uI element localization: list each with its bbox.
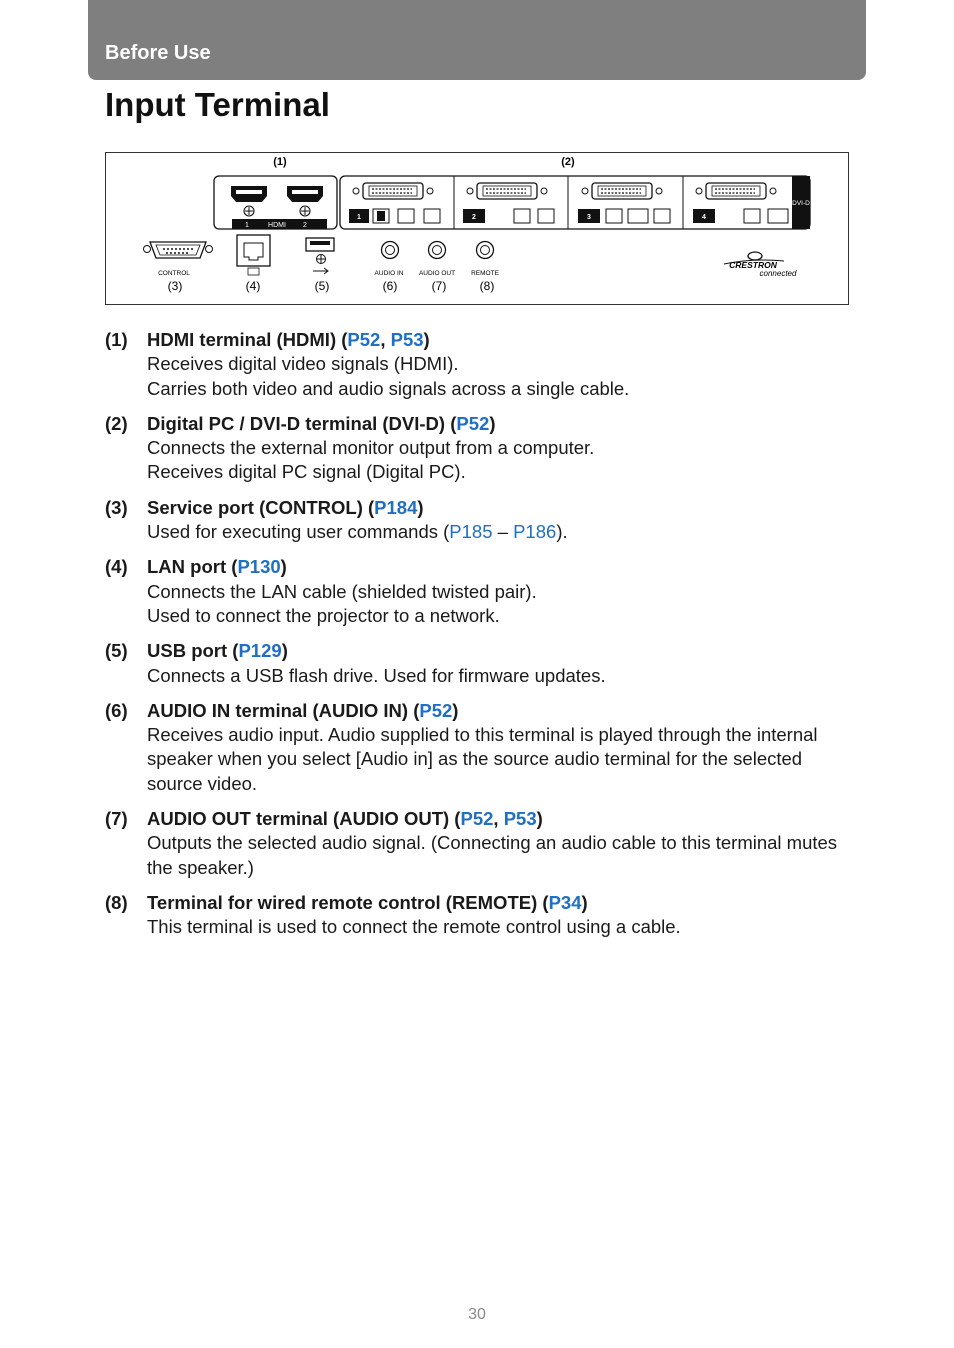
item-title bbox=[147, 496, 850, 520]
item-title bbox=[147, 699, 850, 723]
item-title-text: Service port (CONTROL) ( bbox=[147, 496, 375, 518]
page-reference-link[interactable]: P186 bbox=[513, 521, 557, 543]
port-label-control: CONTROL bbox=[158, 270, 190, 277]
callout-7: (7) bbox=[431, 279, 447, 293]
dvi-number-1: 1 bbox=[357, 214, 361, 221]
item-title bbox=[147, 891, 850, 915]
terminal-item bbox=[105, 328, 850, 401]
dvi-number-3: 3 bbox=[587, 214, 591, 221]
item-title bbox=[147, 555, 850, 579]
item-description: Receives audio input. Audio supplied to this terminal is played through the internal speaker when you select [Audio in] as the source audio terminal for the selected source video. bbox=[147, 724, 818, 794]
item-number: (8) bbox=[105, 891, 128, 913]
item-title-close: ) bbox=[280, 556, 287, 578]
callout-5: (5) bbox=[314, 279, 330, 293]
item-description: Carries both video and audio signals across a single cable. bbox=[147, 377, 630, 399]
terminal-item bbox=[105, 412, 850, 485]
callout-6: (6) bbox=[382, 279, 398, 293]
item-body bbox=[147, 328, 850, 401]
item-title bbox=[147, 807, 850, 831]
dvi-port-group bbox=[340, 176, 810, 229]
page-reference-link[interactable]: P52 bbox=[347, 329, 381, 350]
item-number: (7) bbox=[105, 808, 128, 830]
link-separator: , bbox=[380, 329, 391, 350]
terminal-item bbox=[105, 891, 850, 940]
callout-4: (4) bbox=[245, 279, 261, 293]
terminal-item bbox=[105, 639, 850, 688]
terminal-panel-illustration bbox=[106, 153, 848, 304]
hdmi-port-group bbox=[214, 176, 337, 229]
page-reference-link[interactable]: P53 bbox=[390, 329, 424, 350]
page-reference-link[interactable]: P52 bbox=[456, 412, 490, 434]
item-number: (3) bbox=[105, 496, 128, 518]
terminal-panel-figure bbox=[105, 152, 849, 305]
item-title bbox=[147, 639, 850, 663]
item-body bbox=[147, 699, 850, 796]
desc-text: Used for executing user commands ( bbox=[147, 521, 450, 543]
item-number: (6) bbox=[105, 699, 128, 721]
item-title-close: ) bbox=[452, 699, 459, 721]
item-title-close: ) bbox=[581, 891, 588, 913]
item-title-close: ) bbox=[423, 329, 430, 350]
item-body bbox=[147, 891, 850, 940]
page-reference-link[interactable]: P52 bbox=[419, 699, 453, 721]
item-body bbox=[147, 412, 850, 485]
dvi-number-4: 4 bbox=[702, 214, 706, 221]
item-title bbox=[147, 328, 850, 352]
audio-out-port-icon bbox=[429, 242, 446, 259]
item-description: Receives digital video signals (HDMI). bbox=[147, 353, 459, 375]
page-reference-link[interactable]: P130 bbox=[237, 556, 281, 578]
item-title-close: ) bbox=[536, 808, 543, 830]
page-reference-link[interactable]: P53 bbox=[503, 808, 537, 830]
terminal-item bbox=[105, 496, 850, 545]
item-description: Connects the external monitor output from a computer. bbox=[147, 437, 595, 459]
callout-3: (3) bbox=[167, 279, 183, 293]
callout-1: (1) bbox=[273, 156, 287, 168]
item-description: Connects a USB flash drive. Used for firmware updates. bbox=[147, 664, 606, 686]
page-number: 30 bbox=[468, 1306, 486, 1323]
page-title: Input Terminal bbox=[105, 86, 330, 123]
dvi-number-2: 2 bbox=[472, 214, 476, 221]
item-number: (4) bbox=[105, 556, 128, 578]
item-description: Outputs the selected audio signal. (Connecting an audio cable to this terminal mutes the speaker.) bbox=[147, 832, 838, 878]
item-title-text: Digital PC / DVI-D terminal (DVI-D) ( bbox=[147, 412, 457, 434]
port-label-audio-in: AUDIO IN bbox=[374, 270, 404, 277]
section-label: Before Use bbox=[105, 42, 211, 64]
item-body bbox=[147, 807, 850, 880]
control-port-icon bbox=[144, 242, 213, 258]
page-reference-link[interactable]: P52 bbox=[460, 808, 494, 830]
link-separator: , bbox=[493, 808, 504, 830]
item-body bbox=[147, 639, 850, 688]
item-number: (1) bbox=[105, 329, 128, 350]
port-label-audio-out: AUDIO OUT bbox=[418, 270, 456, 277]
item-number: (5) bbox=[105, 640, 128, 662]
terminal-item bbox=[105, 807, 850, 880]
usb-port-icon bbox=[306, 238, 334, 274]
audio-in-port-icon bbox=[382, 242, 399, 259]
item-description: Used to connect the projector to a network. bbox=[147, 604, 500, 626]
crestron-tagline: connected bbox=[759, 269, 797, 278]
item-title-text: Terminal for wired remote control (REMOTE) ( bbox=[147, 891, 549, 913]
page-reference-link[interactable]: P184 bbox=[374, 496, 418, 518]
page-reference-link[interactable]: P185 bbox=[449, 521, 493, 543]
hdmi-number-2: 2 bbox=[303, 222, 307, 229]
item-title-text: HDMI terminal (HDMI) ( bbox=[147, 329, 348, 350]
item-title-close: ) bbox=[281, 640, 288, 662]
item-body bbox=[147, 555, 850, 628]
port-label-remote: REMOTE bbox=[471, 270, 499, 277]
desc-range-dash: – bbox=[492, 521, 514, 543]
item-description bbox=[147, 520, 850, 544]
callout-2: (2) bbox=[561, 156, 575, 168]
section-header-bar bbox=[88, 0, 866, 80]
item-title-text: USB port ( bbox=[147, 640, 239, 662]
callout-8: (8) bbox=[479, 279, 495, 293]
item-description: Receives digital PC signal (Digital PC). bbox=[147, 461, 466, 483]
item-body bbox=[147, 496, 850, 545]
item-title-text: AUDIO IN terminal (AUDIO IN) ( bbox=[147, 699, 420, 721]
crestron-logo bbox=[724, 252, 797, 278]
item-title-close: ) bbox=[489, 412, 496, 434]
hdmi-number-1: 1 bbox=[245, 222, 249, 229]
item-number: (2) bbox=[105, 412, 128, 434]
item-title-text: AUDIO OUT terminal (AUDIO OUT) ( bbox=[147, 808, 461, 830]
terminal-item bbox=[105, 555, 850, 628]
page-reference-link[interactable]: P129 bbox=[238, 640, 282, 662]
hdmi-label: HDMI bbox=[268, 222, 286, 229]
item-description: Connects the LAN cable (shielded twisted pair). bbox=[147, 580, 537, 602]
terminal-description-list bbox=[105, 328, 850, 951]
remote-port-icon bbox=[477, 242, 494, 259]
terminal-item bbox=[105, 699, 850, 796]
item-title-close: ) bbox=[417, 496, 424, 518]
crestron-brand: CRESTRON bbox=[729, 260, 777, 270]
item-title bbox=[147, 412, 850, 436]
page-reference-link[interactable]: P34 bbox=[548, 891, 582, 913]
lan-port-icon bbox=[237, 235, 270, 275]
desc-text-end: ). bbox=[556, 521, 568, 543]
item-title-text: LAN port ( bbox=[147, 556, 238, 578]
dvi-label: DVI-D bbox=[792, 200, 810, 207]
item-description: This terminal is used to connect the remote control using a cable. bbox=[147, 916, 681, 938]
